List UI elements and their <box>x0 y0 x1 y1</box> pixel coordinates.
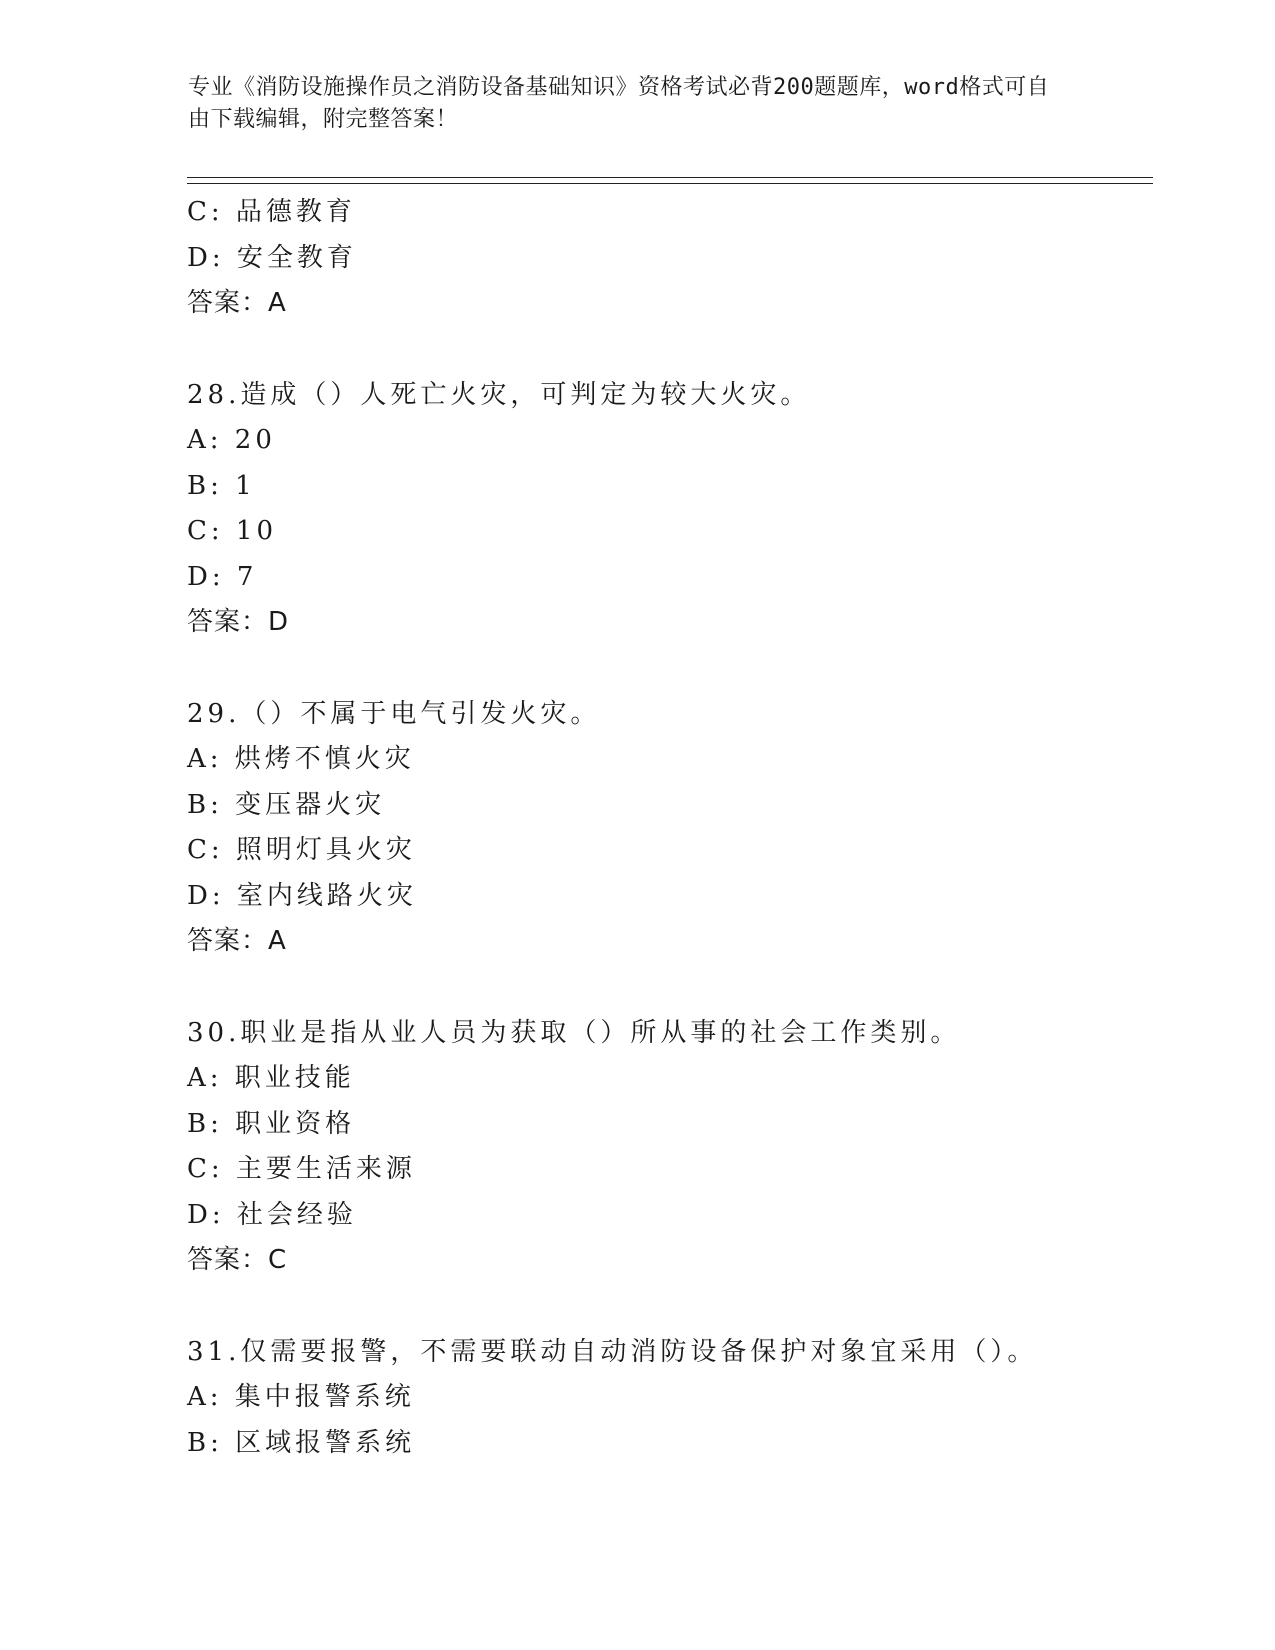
question-stem: 31.仅需要报警，不需要联动自动消防设备保护对象宜采用（）。 <box>187 1336 1038 1367</box>
header-divider-bottom <box>187 183 1153 184</box>
option-line: C: 品德教育 <box>187 197 356 227</box>
answer-line: 答案：A <box>187 288 287 318</box>
option-line: B: 1 <box>187 470 256 501</box>
option-line: B: 职业资格 <box>187 1108 356 1139</box>
option-line: C: 照明灯具火灾 <box>187 835 416 865</box>
option-line: C: 10 <box>187 516 278 546</box>
header-divider-top <box>187 177 1153 178</box>
question-stem: 29.（）不属于电气引发火灾。 <box>187 698 601 729</box>
option-line: D: 7 <box>187 561 258 592</box>
option-line: A: 烘烤不慎火灾 <box>187 744 415 774</box>
option-line: D: 社会经验 <box>187 1199 357 1230</box>
answer-line: 答案：D <box>187 607 290 637</box>
option-line: A: 集中报警系统 <box>187 1382 415 1412</box>
option-line: C: 主要生活来源 <box>187 1154 416 1184</box>
option-line: D: 安全教育 <box>187 242 357 273</box>
option-line: B: 区域报警系统 <box>187 1427 416 1458</box>
answer-line: 答案：C <box>187 1245 288 1275</box>
document-header: 专业《消防设施操作员之消防设备基础知识》资格考试必背200题题库，word格式可自由下载编辑，附完整答案！ <box>188 75 1050 132</box>
option-line: B: 变压器火灾 <box>187 789 386 820</box>
option-line: D: 室内线路火灾 <box>187 880 417 911</box>
option-line: A: 职业技能 <box>187 1063 355 1093</box>
answer-line: 答案：A <box>187 926 287 956</box>
option-line: A: 20 <box>187 425 276 455</box>
question-stem: 30.职业是指从业人员为获取（）所从事的社会工作类别。 <box>187 1017 961 1048</box>
question-stem: 28.造成（）人死亡火灾，可判定为较大火灾。 <box>187 379 811 410</box>
question-list <box>187 190 1147 1466</box>
